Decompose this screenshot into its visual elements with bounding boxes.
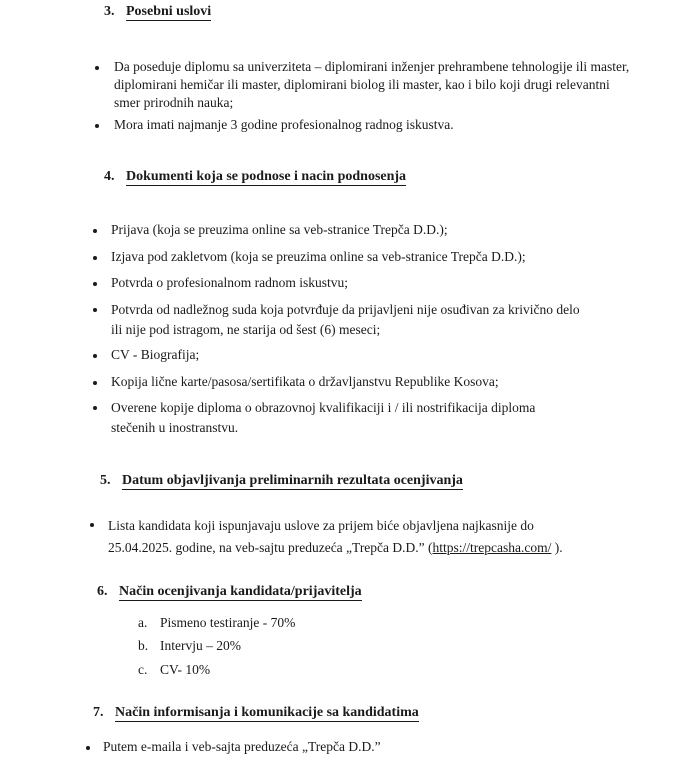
list-item: Overene kopije diploma o obrazovnoj kvalifikaciji i / ili nostrifikacija diploma stečenih u inostranstvu.	[111, 400, 536, 435]
section-title: Način informisanja i komunikacije sa kandidatima	[115, 705, 419, 720]
bullet-icon	[93, 229, 97, 233]
bullet-icon	[93, 282, 97, 286]
section-3-heading	[104, 4, 211, 20]
list-item	[108, 515, 588, 559]
list-item: Mora imati najmanje 3 godine profesionalnog radnog iskustva.	[114, 117, 454, 132]
list-item: Prijava (koja se preuzima online sa veb-stranice Trepča D.D.);	[111, 222, 448, 237]
item-text: Pismeno testiranje - 70%	[160, 615, 296, 630]
bullet-icon	[93, 308, 97, 312]
item-text: CV- 10%	[160, 662, 211, 677]
lettered-item	[138, 661, 210, 679]
item-text: Lista kandidata koji ispunjavaju uslove za prijem biće objavljena najkasnije do 25.04.2025. godine, na veb-sajtu preduzeća „Trepča D.D.” (	[108, 518, 534, 555]
section-number: 5.	[100, 473, 111, 488]
bullet-icon	[93, 354, 97, 358]
bullet-icon	[95, 66, 99, 70]
bullet-icon	[95, 124, 99, 128]
list-item: Izjava pod zakletvom (koja se preuzima online sa veb-stranice Trepča D.D.);	[111, 249, 526, 264]
list-item: Potvrda od nadležnog suda koja potvrđuje da prijavljeni nije osuđivan za krivično delo ili nije pod istragom, ne starija od šest (6) meseci;	[111, 302, 580, 337]
list-item: Putem e-maila i veb-sajta preduzeća „Trepča D.D.”	[103, 739, 381, 754]
section-title: Način ocenjivanja kandidata/prijavitelja	[119, 584, 362, 599]
website-link[interactable]: https://trepcasha.com/	[432, 540, 552, 555]
list-item: CV - Biografija;	[111, 347, 200, 362]
bullet-icon	[93, 406, 97, 410]
bullet-icon	[86, 746, 90, 750]
section-number: 3.	[104, 4, 115, 19]
lettered-item	[138, 614, 295, 632]
bullet-icon	[93, 381, 97, 385]
section-number: 6.	[97, 584, 108, 599]
section-4-heading	[104, 169, 406, 185]
item-letter: b.	[138, 638, 149, 653]
section-number: 4.	[104, 169, 115, 184]
list-item: Kopija lične karte/pasosa/sertifikata o državljanstvu Republike Kosova;	[111, 374, 499, 389]
item-text: Intervju – 20%	[160, 638, 241, 653]
section-title: Posebni uslovi	[126, 4, 212, 19]
item-text-end: ).	[551, 540, 563, 555]
section-6-heading	[97, 584, 362, 600]
section-5-heading	[100, 473, 463, 489]
lettered-item	[138, 637, 241, 655]
item-letter: a.	[138, 615, 148, 630]
item-letter: c.	[138, 662, 148, 677]
section-title: Datum objavljivanja preliminarnih rezultata ocenjivanja	[122, 473, 463, 488]
bullet-icon	[93, 256, 97, 260]
section-number: 7.	[93, 705, 104, 720]
section-title: Dokumenti koja se podnose i nacin podnosenja	[126, 169, 407, 184]
list-item: Potvrda o profesionalnom radnom iskustvu;	[111, 275, 348, 290]
bullet-icon	[90, 523, 94, 527]
list-item: Da poseduje diplomu sa univerziteta – diplomirani inženjer prehrambene tehnologije ili master, diplomirani hemičar ili master, diplomirani biolog ili master, kao i bilo koji drugi relevantni smer prirodnih nauka;	[114, 59, 630, 110]
section-7-heading	[93, 705, 419, 721]
